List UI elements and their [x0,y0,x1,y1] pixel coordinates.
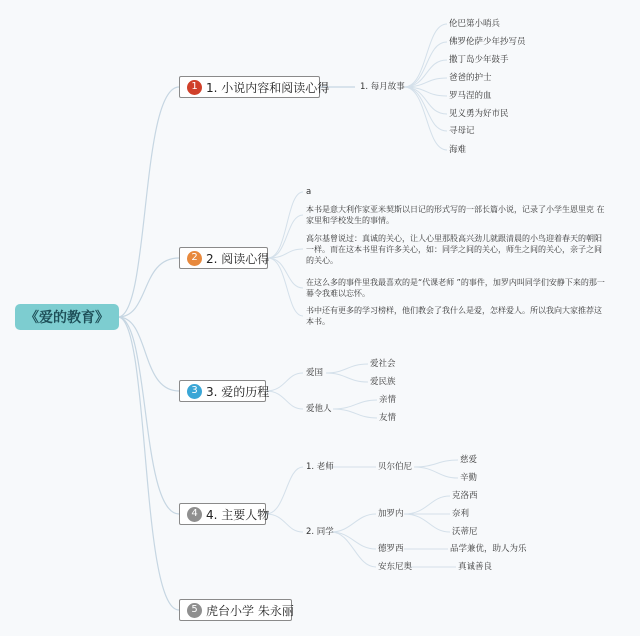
journey-item[interactable]: 亲情 [379,395,397,405]
reflection-paragraph[interactable]: 本书是意大利作家亚米契斯以日记的形式写的一部长篇小说，记录了小学生恩里克 在家里和学校发生的事情。 [306,205,605,225]
character-friend[interactable]: 沃蒂尼 [452,527,478,537]
branch-novel-content[interactable] [179,76,330,98]
root-title: 《爱的教育》 [25,310,109,326]
journey-item[interactable]: 友情 [379,413,397,423]
journey-item[interactable]: 爱民族 [370,377,396,387]
branch-author[interactable] [179,599,292,621]
journey-item[interactable]: 爱社会 [370,359,396,369]
reflection-paragraph[interactable]: 高尔基曾说过：真诚的关心，让人心里那股高兴劲儿就跟清晨的小鸟迎着春天的朝阳一样。而在这本书里有许多关心，如：同学之间的关心，师生之间的关心，亲子之间的关心。 [306,234,602,265]
character-trait[interactable]: 品学兼优，助人为乐 [450,544,527,554]
story-item[interactable]: 寻母记 [449,126,475,136]
reflection-marker[interactable]: a [306,187,312,197]
character-trait[interactable]: 慈爱 [460,455,478,465]
reflection-paragraph[interactable]: 书中还有更多的学习榜样，他们教会了我什么是爱，怎样爱人。所以我向大家推荐这本书。 [306,306,602,326]
character-group-students[interactable]: 2. 同学 [306,527,334,537]
branch-journey-of-love[interactable] [179,380,270,402]
character-trait[interactable]: 辛勤 [460,473,478,483]
monthly-story-node[interactable]: 1. 每月故事 [360,82,405,92]
story-item[interactable]: 伦巴第小哨兵 [449,19,501,29]
character-name[interactable]: 安东尼奥 [378,562,413,572]
character-trait[interactable]: 真诚善良 [458,562,493,572]
character-name[interactable]: 德罗西 [378,544,404,554]
character-friend[interactable]: 克洛西 [452,491,478,501]
character-name[interactable]: 加罗内 [378,509,404,519]
branch-label: 4. 主要人物 [206,507,270,522]
character-group-teacher[interactable]: 1. 老师 [306,462,334,472]
branch-number-badge: 4 [187,507,202,522]
reflection-paragraph[interactable]: 在这么多的事件里我最喜欢的是“代课老师 ”的事件，加罗内叫同学们安静下来的那一幕令我难以忘怀。 [306,278,605,298]
branch-reading-reflection[interactable] [179,247,268,269]
branch-main-characters[interactable] [179,503,270,525]
branch-label: 1. 小说内容和阅读心得 [206,80,330,95]
story-item[interactable]: 爸爸的护士 [449,73,492,83]
branch-label: 3. 爱的历程 [206,384,270,399]
branch-label: 2. 阅读心得 [206,251,270,266]
branch-label: 虎台小学 朱永丽 [206,603,294,618]
journey-group-patriotism[interactable]: 爱国 [306,368,324,378]
journey-group-others[interactable]: 爱他人 [306,404,332,414]
branch-number-badge: 5 [187,603,202,618]
story-item[interactable]: 见义勇为好市民 [449,109,509,119]
story-item[interactable]: 撒丁岛少年鼓手 [449,55,509,65]
branch-number-badge: 1 [187,80,202,95]
branch-number-badge: 2 [187,251,202,266]
story-item[interactable]: 海难 [449,145,467,155]
story-item[interactable]: 罗马涅的血 [449,91,492,101]
story-item[interactable]: 佛罗伦萨少年抄写员 [449,37,526,47]
branch-number-badge: 3 [187,384,202,399]
character-friend[interactable]: 奈利 [452,509,470,519]
character-name[interactable]: 贝尔伯尼 [378,462,413,472]
root-node[interactable] [15,304,119,330]
